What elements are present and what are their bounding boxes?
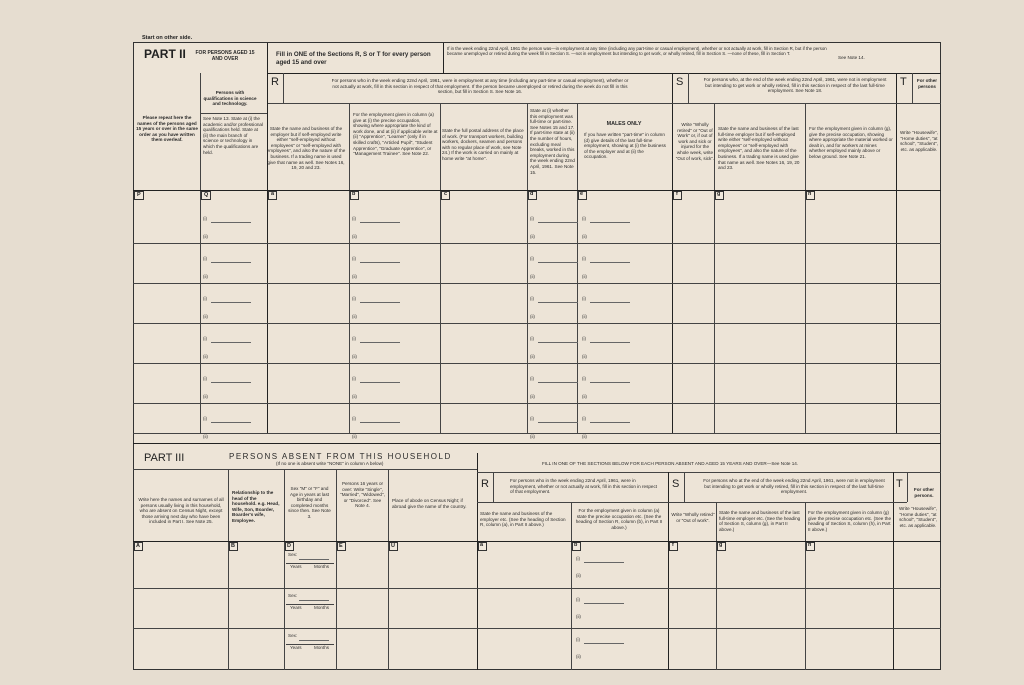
row-divider (133, 403, 941, 404)
row-divider (133, 628, 941, 629)
roman-ii-label: (ii) (582, 314, 587, 319)
divider (133, 190, 941, 191)
part3-col-B: Relationship to the head of the household. e.g. Head, Wife, Son, Boarder, Boarder's wife, Employee. (232, 490, 280, 523)
roman-i-label: (i) (352, 416, 356, 421)
roman-i-label: (i) (530, 296, 534, 301)
part3-col-C: Sex "M" or "F" and Age in years at last birthday and completed months since then. See Note 3. (288, 486, 331, 519)
col-letter-h: h (808, 191, 812, 197)
part3-col-D: Persons 16 years or over: Write "Single", "Married", "Widowed", or "Divorced". See Note 4. (340, 481, 385, 509)
answer-line (299, 559, 329, 560)
part3-letter-U: U (391, 543, 395, 549)
roman-ii-label: (ii) (576, 614, 581, 619)
roman-ii-label: (ii) (576, 654, 581, 659)
divider (336, 469, 337, 670)
divider (200, 113, 267, 114)
divider (571, 502, 572, 670)
roman-i-label: (i) (352, 256, 356, 261)
roman-i-label: (i) (576, 637, 580, 642)
part3-fill-in: FILL IN ONE OF THE SECTIONS BELOW FOR EACH PERSON ABSENT AND AGED 15 YEARS AND OVER—See Note 14. (542, 461, 799, 466)
part2-for-persons: FOR PERSONS AGED 15 AND OVER (195, 50, 255, 62)
part3-S-col-g: State the name and business of the last full-time employer etc. (See the heading of Section S, column (g), in Part II above.) (719, 510, 801, 532)
divider (200, 73, 201, 433)
answer-line (360, 342, 400, 343)
divider (577, 103, 578, 433)
col-letter-e: e (580, 191, 584, 197)
roman-ii-label: (ii) (203, 394, 208, 399)
part3-letter-f: f (672, 542, 674, 548)
divider (443, 43, 444, 73)
part3-col-A: Write here the names and surnames of all persons usually living in this household, who are absent on Census Night, except those arriving next day who have been included in Part I. See Note 25. (138, 497, 224, 525)
part3-col-E: Place of abode on Census Night; if abroad give the name of the country. (392, 498, 467, 509)
divider (228, 469, 229, 670)
col-letter-g: g (717, 191, 721, 197)
divider (805, 103, 806, 433)
section-R-letter: R (271, 76, 279, 88)
roman-ii-label: (ii) (530, 434, 535, 439)
answer-line (211, 302, 251, 303)
part3-section-R-letter: R (481, 478, 489, 490)
part3-T-col: Write "Housewife", "Home duties", "at school", "Student", etc. as applicable. (899, 506, 937, 528)
part2-fill-one: Fill in ONE of the Sections R, S or T for every person aged 15 and over (276, 51, 431, 66)
divider (477, 453, 478, 670)
roman-ii-label: (ii) (203, 354, 208, 359)
answer-line (211, 222, 251, 223)
section-S-heading: For persons who, at the end of the week ending 22nd April, 1961, were not in employment but intending to get work or wholly retired, fill in this section in respect of the last full-time employment. See Note 18. (703, 77, 887, 94)
roman-i-label: (i) (582, 216, 586, 221)
divider (286, 563, 334, 564)
part2-instructions: If in the week ending 22nd April, 1961 the person was—in employment at any time (including any part-time or casual employment), whether or not actually at work, fill in Section R, but if the person became unemployed or retired during the week fill in Section S. —not in employment but intending to get work, or wholly retired, fill in Section S. —none of these, fill in Section T. (447, 46, 827, 57)
divider (493, 472, 494, 502)
roman-i-label: (i) (582, 376, 586, 381)
answer-line (360, 302, 400, 303)
roman-ii-label: (ii) (582, 234, 587, 239)
answer-line (211, 382, 251, 383)
divider (896, 73, 897, 433)
sex-label: Sex: (288, 593, 298, 598)
R-col-a-head: State the name and business of the employer but if self-employed write either "self-employed without employees" or "self-employed with employees", and also the nature of the business. If a trading name is used give that name as well. See Notes 16, 19, 20 and 23. (266, 126, 346, 171)
answer-line (538, 342, 578, 343)
divider (388, 469, 389, 670)
roman-ii-label: (ii) (203, 274, 208, 279)
roman-ii-label: (ii) (582, 354, 587, 359)
roman-ii-label: (ii) (352, 314, 357, 319)
sex-label: Sex: (288, 633, 298, 638)
part3-R-col-b: For the employment given in column (a) state the precise occupation etc. (See the heading of Section R, column (b), in Part II above.) (575, 508, 663, 530)
divider (267, 43, 268, 73)
divider (477, 472, 941, 473)
divider (688, 73, 689, 103)
divider (267, 73, 941, 74)
answer-line (360, 262, 400, 263)
col-letter-d: d (530, 191, 534, 197)
divider (349, 103, 350, 433)
years-label: Years (290, 645, 302, 650)
divider (912, 73, 913, 103)
sex-label: Sex: (288, 552, 298, 557)
roman-i-label: (i) (576, 597, 580, 602)
col-letter-a: a (271, 191, 275, 197)
roman-ii-label: (ii) (352, 274, 357, 279)
part3-title: PART III (144, 452, 185, 464)
roman-i-label: (i) (203, 216, 207, 221)
answer-line (538, 422, 578, 423)
answer-line (211, 262, 251, 263)
answer-line (590, 302, 630, 303)
roman-ii-label: (ii) (352, 234, 357, 239)
roman-i-label: (i) (582, 416, 586, 421)
roman-i-label: (i) (352, 336, 356, 341)
answer-line (538, 262, 578, 263)
col-letter-b: b (352, 191, 356, 197)
roman-ii-label: (ii) (530, 394, 535, 399)
years-label: Years (290, 564, 302, 569)
answer-line (584, 562, 624, 563)
roman-ii-label: (ii) (530, 314, 535, 319)
part3-section-T-letter: T (896, 478, 903, 490)
R-col-d-head: State at (i) whether this employment was full-time or part-time. See Notes 15 and 17. If part-time state at (ii) the number of hours, excluding meal breaks, worked in this employment during the week ending 22nd April, 1961. See Note 15. (530, 108, 575, 175)
divider (672, 73, 673, 433)
S-col-g-head: State the name and business of the last full-time employer but if self-employed write either "self-employed without employees" or "self-employed with employees", and also the nature of the business. If a trading name is used give that name as well. See Notes 16, 19, 20 and 23. (718, 126, 800, 171)
roman-i-label: (i) (203, 416, 207, 421)
roman-ii-label: (ii) (530, 234, 535, 239)
section-S-letter: S (676, 76, 684, 88)
col-qualifications-body: See Note 13. State at (i) the academic and/or professional qualifications held. State at (ii) the main branch of science or technology in which the qualifications are held. (203, 116, 264, 155)
roman-i-label: (i) (203, 296, 207, 301)
divider (286, 644, 334, 645)
roman-i-label: (i) (530, 376, 534, 381)
roman-i-label: (i) (530, 416, 534, 421)
part3-subheading: (If no one is absent write "NONE" in column A below) (276, 461, 384, 466)
see-note-14: See Note 14. (838, 55, 865, 60)
R-col-e-head: If you have written "part-time" in column (d) give details of the last full-time employment, showing at (i) the business of the employer and at (ii) the occupation. (584, 132, 666, 160)
answer-line (538, 382, 578, 383)
answer-line (584, 603, 624, 604)
roman-ii-label: (ii) (352, 394, 357, 399)
section-T-heading: For other persons (916, 78, 938, 89)
divider (805, 502, 806, 670)
roman-ii-label: (ii) (582, 394, 587, 399)
roman-ii-label: (ii) (530, 274, 535, 279)
part3-S-col-h: For the employment given in column (g) give the precise occupation etc. (See the heading of Section S, column (h), in Part II above.) (808, 510, 891, 532)
row-divider (133, 243, 941, 244)
col-letter-f: f (676, 191, 678, 197)
divider (133, 469, 477, 470)
part2-title: PART II (144, 47, 186, 61)
roman-ii-label: (ii) (352, 434, 357, 439)
answer-line (590, 262, 630, 263)
part3-letter-h: h (808, 542, 812, 548)
divider (527, 103, 528, 433)
col-please-repeat: Please repeat here the names of the persons aged 15 years or over in the same order as you have written them overleaf. (136, 115, 198, 143)
divider (267, 103, 941, 104)
answer-line (590, 382, 630, 383)
section-R-heading: For persons who in the week ending 22nd April, 1961, were in employment at any time (including any part-time or casual employment), whether or not actually at work, fill in this section in respect of that employment. If the person became unemployed or retired during the week do not fill in this section, but fill in Section S. See Note 16. (331, 78, 629, 95)
roman-ii-label: (ii) (203, 434, 208, 439)
divider (440, 103, 441, 433)
row-divider (133, 433, 941, 434)
part3-heading: PERSONS ABSENT FROM THIS HOUSEHOLD (229, 452, 452, 461)
section-T-letter: T (900, 76, 907, 88)
roman-ii-label: (ii) (352, 354, 357, 359)
divider (267, 73, 268, 433)
months-label: Months (314, 605, 330, 610)
divider (283, 73, 284, 103)
part3-letter-A: A (136, 543, 140, 549)
months-label: Months (314, 645, 330, 650)
answer-line (360, 222, 400, 223)
divider (714, 103, 715, 433)
part3-S-heading: For persons who at the end of the week ending 22nd April, 1961, were not in employment but intending to get work or wholly retired, fill in this section in respect of the last full-time employment. (703, 478, 885, 495)
part3-T-heading: For other persons. (913, 487, 935, 498)
col-letter-Q: Q (204, 192, 209, 198)
divider (684, 472, 685, 502)
roman-i-label: (i) (203, 376, 207, 381)
part3-letter-g: g (719, 542, 723, 548)
roman-i-label: (i) (582, 256, 586, 261)
R-col-b-head: For the employment given in column (a) give at (i) the precise occupation, showing where appropriate the kind of work done, and at (ii) if applicable write at (ii) "Apprentice", "Learner" (only if in skilled crafts), "Articled Pupil", "Student Apprentice", "Graduate Apprentice", or "Management Trainee". See Note 22. (353, 112, 438, 157)
divider (477, 502, 907, 503)
T-col-head: Write "Housewife", "Home duties", "at school", "Student", etc. as applicable. (900, 130, 938, 152)
divider (907, 472, 908, 502)
part3-R-col-a: State the name and business of the employer etc. (See the heading of Section R, column (a), in Part II above.) (480, 511, 566, 528)
roman-i-label: (i) (203, 256, 207, 261)
S-col-f-head: Write "Wholly retired" or "Out of Work" or, if out of work and sick or injured for the whole week, write "Out of work, sick". (675, 122, 715, 161)
answer-line (299, 600, 329, 601)
answer-line (590, 222, 630, 223)
divider (286, 604, 334, 605)
col-qualifications-head: Persons with qualifications in science and technology. (203, 90, 257, 107)
part3-letter-D: D (287, 543, 291, 549)
row-divider (133, 323, 941, 324)
years-label: Years (290, 605, 302, 610)
roman-i-label: (i) (582, 336, 586, 341)
divider (133, 541, 941, 542)
answer-line (538, 222, 578, 223)
part3-letter-a: a (480, 542, 484, 548)
divider (133, 443, 941, 444)
roman-i-label: (i) (530, 256, 534, 261)
roman-i-label: (i) (530, 336, 534, 341)
roman-ii-label: (ii) (203, 234, 208, 239)
row-divider (133, 283, 941, 284)
part3-letter-b: b (574, 542, 578, 548)
row-divider (133, 363, 941, 364)
part3-S-col-f: Write "Wholly retired" or "Out of work". (671, 512, 715, 523)
top-note: Start on other side. (142, 35, 193, 41)
answer-line (538, 302, 578, 303)
months-label: Months (314, 564, 330, 569)
answer-line (211, 342, 251, 343)
roman-ii-label: (ii) (582, 274, 587, 279)
col-letter-c: c (444, 191, 448, 197)
row-divider (133, 588, 941, 589)
part3-letter-B: B (231, 543, 235, 549)
roman-i-label: (i) (352, 376, 356, 381)
answer-line (360, 382, 400, 383)
answer-line (590, 422, 630, 423)
R-col-e-head-title: MALES ONLY (606, 121, 642, 127)
part3-R-heading: For persons who in the week ending 22nd April, 1961, were in employment, whether or not actually at work, fill in this section in respect of that employment. (510, 478, 658, 495)
divider (716, 502, 717, 670)
part3-letter-E: E (339, 543, 343, 549)
answer-line (584, 643, 624, 644)
roman-ii-label: (ii) (203, 314, 208, 319)
roman-i-label: (i) (576, 556, 580, 561)
answer-line (360, 422, 400, 423)
answer-line (299, 640, 329, 641)
roman-i-label: (i) (352, 216, 356, 221)
roman-i-label: (i) (352, 296, 356, 301)
roman-i-label: (i) (582, 296, 586, 301)
roman-i-label: (i) (203, 336, 207, 341)
roman-ii-label: (ii) (576, 573, 581, 578)
R-col-c-head: State the full postal address of the place of work. (For transport workers, building workers, dockers, seamen and persons with no regular place of work, see Note 24.) If the work is carried on mainly at home write "at home". (442, 128, 524, 161)
col-letter-P: P (137, 192, 141, 198)
answer-line (211, 422, 251, 423)
roman-ii-label: (ii) (582, 434, 587, 439)
roman-ii-label: (ii) (530, 354, 535, 359)
part3-section-S-letter: S (672, 478, 680, 490)
S-col-h-head: For the employment given in column (g), give the precise occupation, showing where appropriate the material worked or dealt in, and for workers at mines whether employed mainly above or below ground. See Note 21. (809, 126, 893, 159)
answer-line (590, 342, 630, 343)
roman-i-label: (i) (530, 216, 534, 221)
divider (284, 469, 285, 670)
